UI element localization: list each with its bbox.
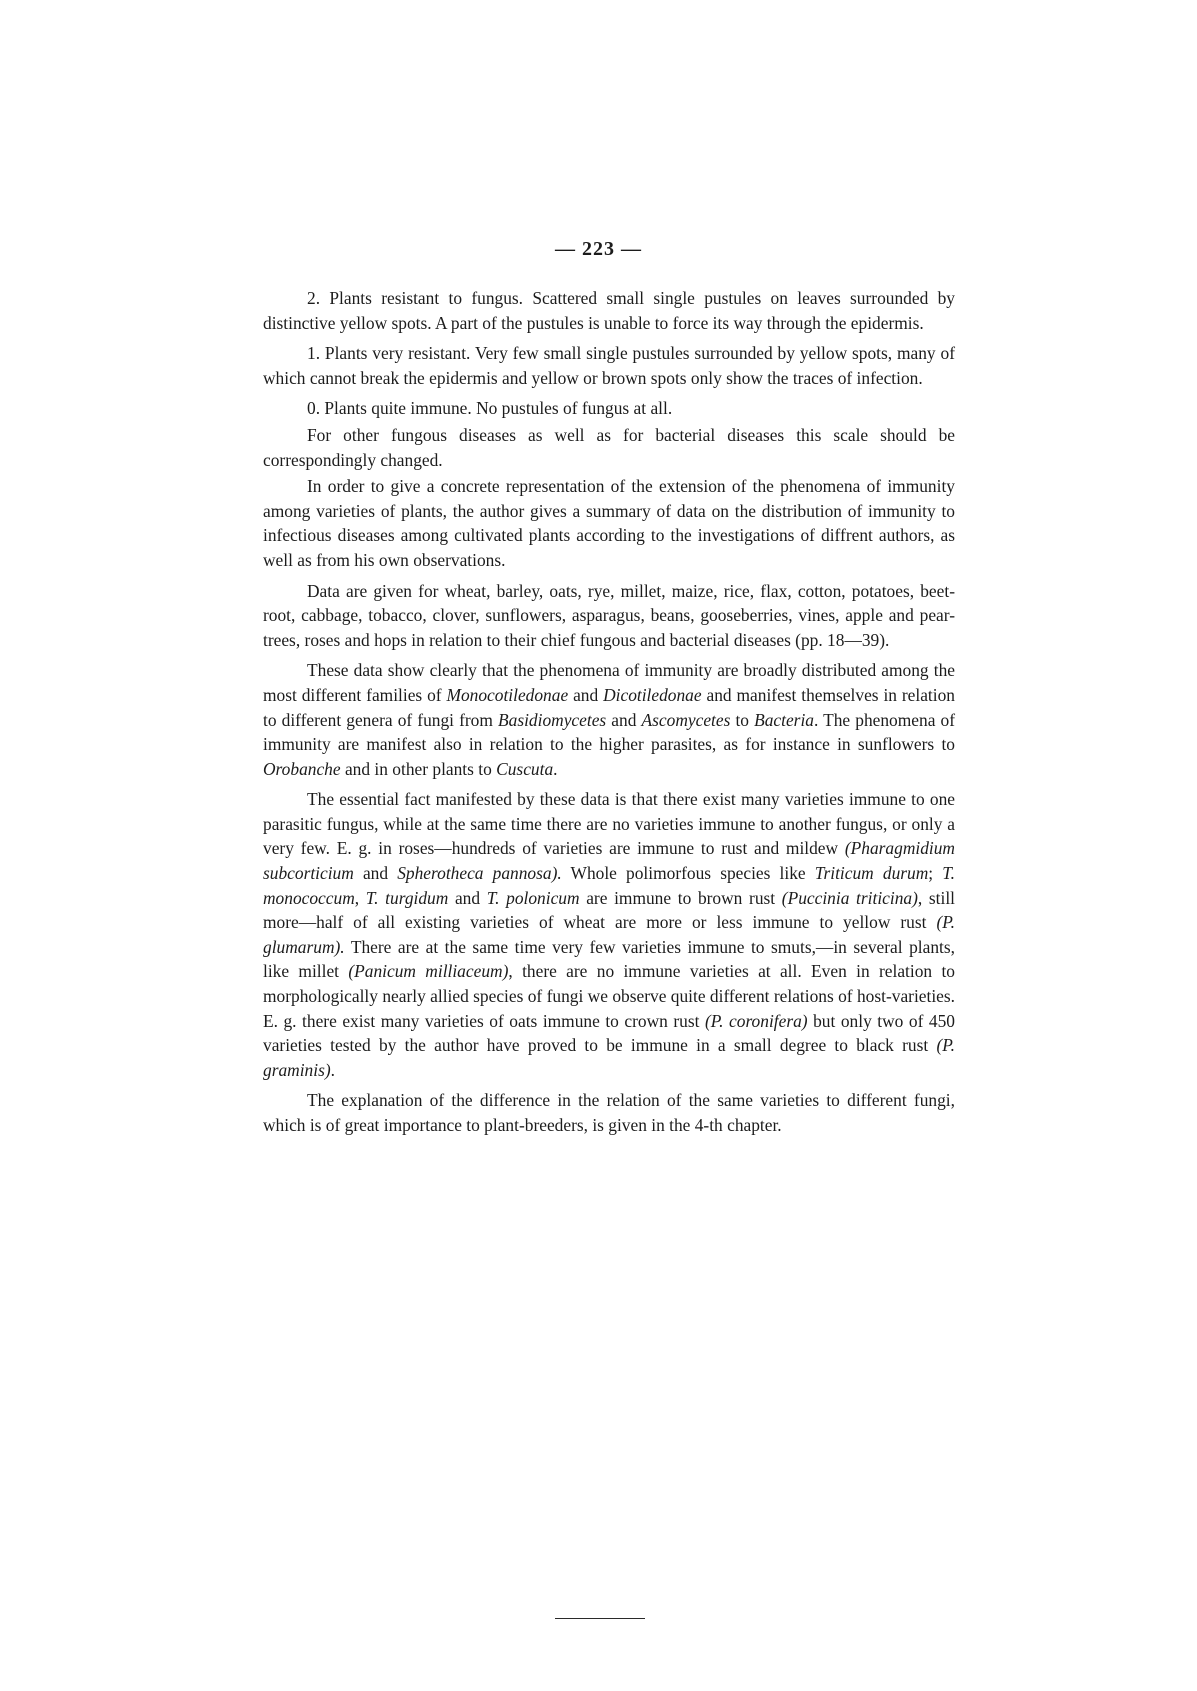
- text-run: and in other plants to: [340, 758, 497, 779]
- taxon-name: Spherotheca pannosa).: [397, 863, 562, 884]
- paragraph-scale-2: 2. Plants resistant to fungus. Scattered small single pustules on leaves surrounded by distinctive yellow spots. A part of the pustules is unable to force its way through the epidermis.: [263, 288, 955, 333]
- text-run: but only two of 450 varieties tested by the author have proved to be immune in a small degree to black rust: [263, 1010, 955, 1056]
- taxon-name: T. polonicum: [486, 887, 580, 908]
- text-run: ,: [354, 887, 366, 908]
- text-run: , there are no immune varieties at all. Even in relation to morphologically nearly allied species of fungi we observe quite different relations of host-varieties. E. g. there exist many varieties of oats immune to crown rust: [263, 961, 955, 1031]
- section-end-rule: [555, 1618, 645, 1619]
- text-run: and: [448, 887, 487, 908]
- taxon-name: (Puccinia triticina): [781, 887, 918, 908]
- text-run: ;: [928, 863, 943, 884]
- text-run: , still more—half of all existing varieties of wheat are more or less immune to yellow rust: [263, 887, 955, 933]
- text-run: and manifest themselves in relation to different genera of fungi from: [263, 684, 955, 730]
- taxon-name: (P. glumarum).: [263, 912, 955, 957]
- paragraph-explanation: The explanation of the difference in the relation of the same varieties to different fungi, which is of great importance to plant-breeders, is given in the 4-th chapter.: [263, 1090, 955, 1135]
- taxon-name: (Pharagmidium subcorticium: [263, 838, 955, 884]
- taxon-name: T. monococcum: [263, 863, 956, 908]
- text-run: .: [553, 758, 558, 779]
- taxon-name: Monocotiledonae: [446, 684, 569, 705]
- paragraph-distribution: [263, 658, 955, 781]
- text-run: These data show clearly that the phenomena of immunity are broadly distributed among the most different families of: [263, 660, 955, 705]
- text-run: and: [606, 709, 642, 730]
- paragraph-scale-0: 0. Plants quite immune. No pustules of fungus at all.: [307, 398, 673, 419]
- taxon-name: Cuscuta: [496, 758, 554, 779]
- paragraph-data-list: Data are given for wheat, barley, oats, rye, millet, maize, rice, flax, cotton, potatoes, beet-root, cabbage, tobacco, clover, sunflowers, asparagus, beans, gooseberries, vines, apple and pear-trees, roses and hops in relation to their chief fungous and bacterial diseases (pp. 18—39).: [263, 580, 955, 650]
- taxon-name: Dicotiledonae: [603, 684, 702, 705]
- taxon-name: Triticum durum: [814, 863, 929, 884]
- text-run: The essential fact manifested by these data is that there exist many varieties immune to one parasitic fungus, while at the same time there are no varieties immune to another fungus, or only a very few. E. g. in roses—hundreds of varieties are immune to rust and mildew: [263, 789, 955, 859]
- body-text: [263, 286, 955, 1140]
- taxon-name: (P. graminis): [263, 1035, 955, 1080]
- taxon-name: (P. coronifera): [704, 1010, 808, 1031]
- paragraph-other-diseases: For other fungous diseases as well as for bacterial diseases this scale should be correspondingly changed.: [263, 424, 955, 470]
- text-run: . The phenomena of immunity are manifest also in relation to the higher parasites, as for instance in sunflowers to: [263, 709, 955, 755]
- paragraph-summary-intro: In order to give a concrete representation of the extension of the phenomena of immunity among varieties of plants, the author gives a summary of data on the distribution of immunity to infectious diseases among cultivated plants according to the investigations of diffrent authors, as well as from his own observations.: [263, 476, 955, 570]
- text-run: Whole polimorfous species like: [561, 863, 815, 884]
- text-run: are immune to brown rust: [579, 887, 782, 908]
- taxon-name: T. turgidum: [365, 887, 449, 908]
- taxon-name: Orobanche: [263, 758, 341, 779]
- text-run: and: [568, 684, 604, 705]
- text-run: .: [330, 1059, 335, 1080]
- taxon-name: Bacteria: [754, 709, 814, 730]
- page-number: — 223 —: [555, 238, 642, 260]
- text-run: There are at the same time very few varieties immune to smuts,—in several plants, like millet: [263, 936, 955, 982]
- taxon-name: Basidiomycetes: [498, 709, 607, 730]
- text-run: to: [730, 709, 755, 730]
- paragraph-essential-fact: [263, 787, 955, 1082]
- paragraph-scale-1: 1. Plants very resistant. Very few small single pustules surrounded by yellow spots, many of which cannot break the epidermis and yellow or brown spots only show the traces of infection.: [263, 343, 955, 388]
- text-run: and: [353, 863, 398, 884]
- taxon-name: (Panicum milliaceum): [348, 961, 509, 982]
- taxon-name: Ascomycetes: [641, 709, 731, 730]
